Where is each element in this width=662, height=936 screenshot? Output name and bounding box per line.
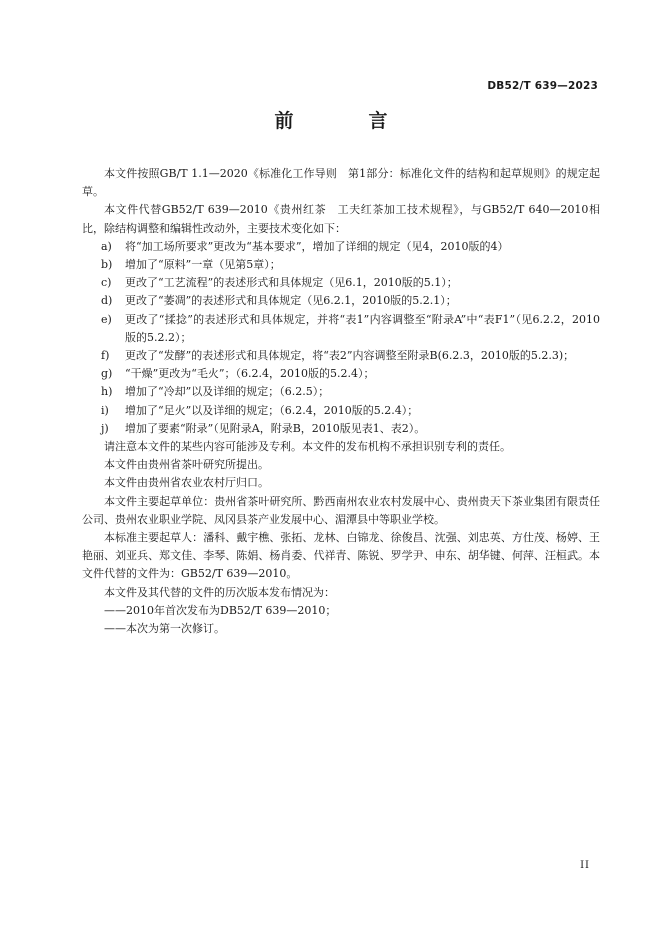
list-marker: j): [101, 421, 109, 435]
list-text: 增加了要素“附录”（见附录A，附录B，2010版见表1、表2）。: [125, 421, 426, 435]
intro-paragraph: 本文件代替GB52/T 639—2010《贵州红茶 工夫红茶加工技术规程》，与GB52/T 640—2010相比，除结构调整和编辑性改动外，主要技术变化如下：: [82, 203, 600, 235]
list-text: 增加了“足火”以及详细的规定；（6.2.4，2010版的5.2.4）；: [125, 403, 419, 417]
list-text: “干燥”更改为“毛火”；（6.2.4，2010版的5.2.4）；: [125, 367, 375, 381]
standard-code: DB52/T 639—2023: [487, 80, 598, 92]
list-item: [101, 292, 600, 310]
drafters-list: 本标准主要起草人：潘科、戴宇樵、张拓、龙林、白锦龙、徐俊昌、沈强、刘忠英、方仕茂、杨婷、王艳丽、刘亚兵、郑文佳、李琴、陈娟、杨肖委、代祥青、陈锐、罗学尹、申东、胡华键、何萍、汪桓武。本文件代替的文件为：GB52/T 639—2010。: [82, 531, 600, 581]
list-marker: b): [101, 258, 113, 272]
page-number: II: [580, 860, 590, 871]
intro-paragraph: 本文件按照GB/T 1.1—2020《标准化工作导则 第1部分：标准化文件的结构和起草规则》的规定起草。: [82, 167, 600, 199]
foreword-body: [82, 165, 600, 638]
patent-notice: 请注意本文件的某些内容可能涉及专利。本文件的发布机构不承担识别专利的责任。: [104, 440, 511, 454]
custodian-statement: 本文件由贵州省农业农村厅归口。: [104, 476, 269, 490]
page-title: 前 言: [274, 110, 416, 132]
list-marker: f): [101, 349, 110, 363]
list-item: [101, 311, 600, 347]
list-marker: h): [101, 385, 113, 399]
list-text: 更改了“萎凋”的表述形式和具体规定（见6.2.1，2010版的5.2.1）；: [125, 294, 457, 308]
list-item: [101, 256, 600, 274]
list-item: [101, 383, 600, 401]
list-item: [101, 238, 600, 256]
list-text: 更改了“工艺流程”的表述形式和具体规定（见6.1，2010版的5.1）；: [125, 276, 458, 290]
list-text: 将“加工场所要求”更改为“基本要求”，增加了详细的规定（见4，2010版的4）: [125, 239, 509, 253]
history-intro: 本文件及其代替的文件的历次版本发布情况为：: [104, 585, 335, 599]
list-marker: a): [101, 239, 112, 253]
drafting-organizations: 本文件主要起草单位：贵州省茶叶研究所、黔西南州农业农村发展中心、贵州贵天下茶业集团有限责任公司、贵州农业职业学院、凤冈县茶产业发展中心、湄潭县中等职业学校。: [82, 494, 600, 526]
list-text: 增加了“冷却”以及详细的规定；（6.2.5）；: [125, 385, 330, 399]
list-marker: e): [101, 312, 112, 326]
list-marker: c): [101, 276, 112, 290]
proposer-statement: 本文件由贵州省茶叶研究所提出。: [104, 458, 269, 472]
list-item: [101, 347, 600, 365]
list-text: 增加了“原料”一章（见第5章）；: [125, 258, 281, 272]
list-text: 更改了“揉捻”的表述形式和具体规定，并将“表1”内容调整至“附录A”中“表F1”（见6.2.2，2010版的5.2.2）；: [125, 312, 600, 344]
history-item: ——本次为第一次修订。: [104, 622, 225, 636]
list-item: [101, 402, 600, 420]
changes-list: [82, 238, 600, 438]
list-item: [101, 365, 600, 383]
list-item: [101, 274, 600, 292]
history-item: ——2010年首次发布为DB52/T 639—2010；: [104, 603, 337, 617]
list-item: [101, 420, 600, 438]
list-text: 更改了“发酵”的表述形式和具体规定，将“表2”内容调整至附录B(6.2.3，2010版的5.2.3)；: [125, 349, 575, 363]
list-marker: i): [101, 403, 109, 417]
list-marker: g): [101, 367, 113, 381]
list-marker: d): [101, 294, 113, 308]
